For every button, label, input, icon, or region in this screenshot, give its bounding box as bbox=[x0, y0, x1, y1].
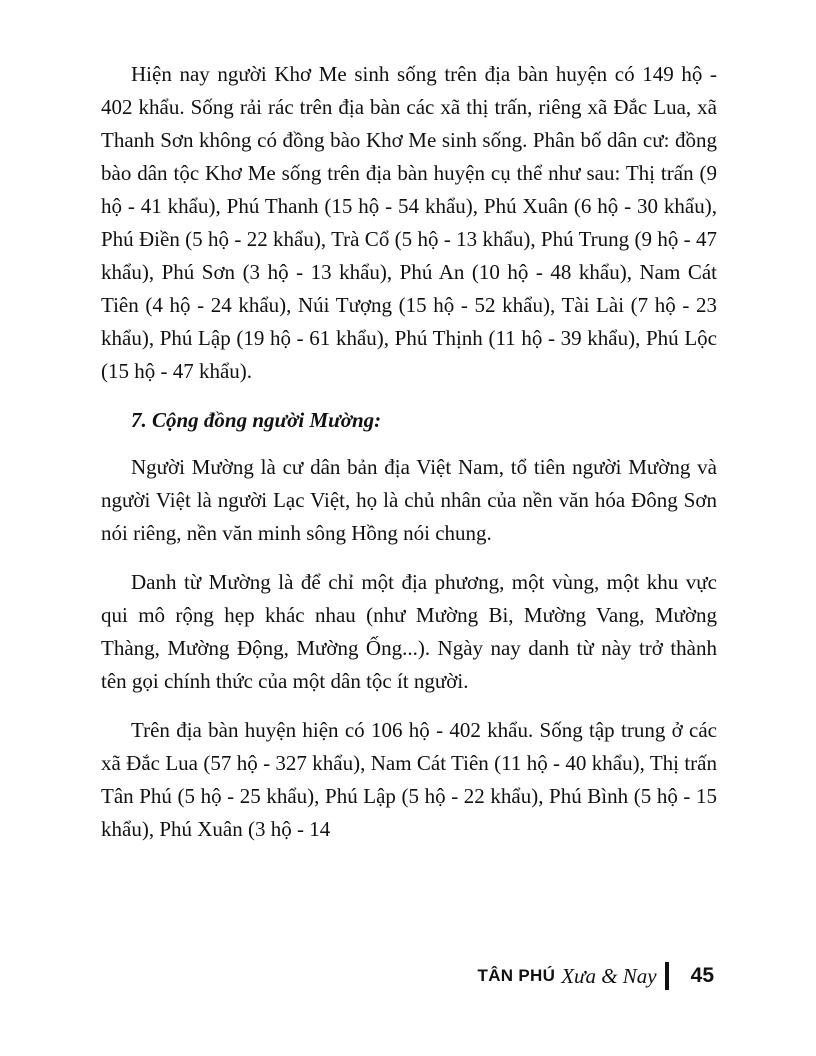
body-text bbox=[101, 58, 717, 862]
paragraph-muong-origin: Người Mường là cư dân bản địa Việt Nam, tổ tiên người Mường và người Việt là người Lạc Việt, họ là chủ nhân của nền văn hóa Đông Sơn nói riêng, nền văn minh sông Hồng nói chung. bbox=[101, 455, 717, 545]
paragraph-khome-distribution: Hiện nay người Khơ Me sinh sống trên địa bàn huyện có 149 hộ - 402 khẩu. Sống rải rác trên địa bàn các xã thị trấn, riêng xã Đắc Lua, xã Thanh Sơn không có đồng bào Khơ Me sinh sống. Phân bố dân cư: đồng bào dân tộc Khơ Me sống trên địa bàn huyện cụ thể như sau: Thị trấn (9 hộ - 41 khẩu), Phú Thanh (15 hộ - 54 khẩu), Phú Xuân (6 hộ - 30 khẩu), Phú Điền (5 hộ - 22 khẩu), Trà Cổ (5 hộ - 13 khẩu), Phú Trung (9 hộ - 47 khẩu), Phú Sơn (3 hộ - 13 khẩu), Phú An (10 hộ - 48 khẩu), Nam Cát Tiên (4 hộ - 24 khẩu), Núi Tượng (15 hộ - 52 khẩu), Tài Lài (7 hộ - 23 khẩu), Phú Lập (19 hộ - 61 khẩu), Phú Thịnh (11 hộ - 39 khẩu), Phú Lộc (15 hộ - 47 khẩu). bbox=[101, 62, 717, 383]
page-number: 45 bbox=[690, 964, 714, 987]
footer-book-subtitle: Xưa & Nay bbox=[561, 963, 657, 988]
section-heading-muong: 7. Cộng đồng người Mường: bbox=[131, 408, 382, 432]
footer-book-title: TÂN PHÚ bbox=[477, 966, 556, 985]
page-footer bbox=[0, 962, 714, 990]
paragraph-muong-term: Danh từ Mường là để chỉ một địa phương, một vùng, một khu vực qui mô rộng hẹp khác nhau (như Mường Bi, Mường Vang, Mường Thàng, Mường Động, Mường Ống...). Ngày nay danh từ này trở thành tên gọi chính thức của một dân tộc ít người. bbox=[101, 570, 717, 693]
paragraph-muong-distribution: Trên địa bàn huyện hiện có 106 hộ - 402 khẩu. Sống tập trung ở các xã Đắc Lua (57 hộ - 327 khẩu), Nam Cát Tiên (11 hộ - 40 khẩu), Thị trấn Tân Phú (5 hộ - 25 khẩu), Phú Lập (5 hộ - 22 khẩu), Phú Bình (5 hộ - 15 khẩu), Phú Xuân (3 hộ - 14 bbox=[101, 718, 717, 841]
footer-divider bbox=[665, 962, 669, 990]
